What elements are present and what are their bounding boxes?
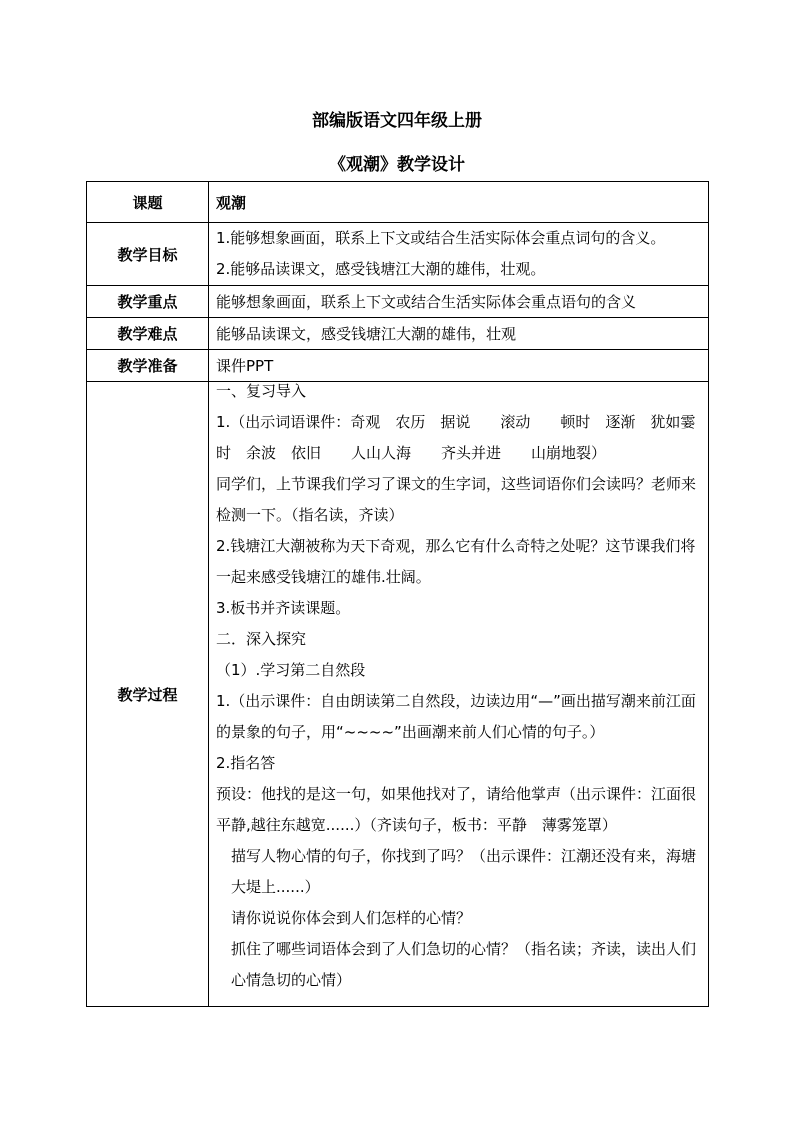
process-line-6: 二．深入探究 [216,630,307,648]
process-line-3: 同学们，上节课我们学习了课文的生字词，这些词语你们会读吗？老师来检测一下。（指名读，齐读） [216,475,697,524]
process-line-8: 1.（出示课件：自由朗读第二自然段，边读边用“—”画出描写潮来前江面的景象的句子，用“~~~~”出画潮来前人们心情的句子。） [216,692,696,741]
row-value-goals [209,223,709,286]
row-label-difficulties: 教学难点 [87,318,209,350]
process-line-1: 一、复习导入 [216,382,307,400]
goal-line-1: 1.能够想象画面，联系上下文或结合生活实际体会重点词句的含义。 [216,229,666,247]
row-value-process [209,382,709,1007]
row-value-key-points: 能够想象画面，联系上下文或结合生活实际体会重点语句的含义 [209,286,709,318]
row-value-topic: 观潮 [209,182,709,223]
process-line-12: 请你说说你体会到人们怎样的心情？ [231,909,472,927]
process-line-4: 2.钱塘江大潮被称为天下奇观，那么它有什么奇特之处呢？这节课我们将一起来感受钱塘江的雄伟.壮阔。 [216,537,696,586]
process-line-9: 2.指名答 [216,754,276,772]
row-label-key-points: 教学重点 [87,286,209,318]
process-line-2: 1.（出示词语课件：奇观 农历 据说 滚动 顿时 逐渐 犹如霎时 余波 依旧 人山人海 齐头并进 山崩地裂） [216,413,696,462]
process-line-7: （1）.学习第二自然段 [216,661,366,679]
process-line-13: 抓住了哪些词语体会到了人们急切的心情？（指名读；齐读，读出人们心情急切的心情） [231,940,697,989]
process-line-10: 预设：他找的是这一句，如果他找对了，请给他掌声（出示课件：江面很平静,越往东越宽......）（齐读句子，板书：平静 薄雾笼罩） [216,785,697,834]
table-row-topic [87,182,709,223]
process-line-5: 3.板书并齐读课题。 [216,599,351,617]
table-row-process [87,382,709,1007]
row-label-goals: 教学目标 [87,223,209,286]
row-label-preparation: 教学准备 [87,350,209,382]
row-value-difficulties: 能够品读课文，感受钱塘江大潮的雄伟，壮观 [209,318,709,350]
row-value-preparation: 课件PPT [209,350,709,382]
table-row-difficulties [87,318,709,350]
document-subtitle: 《观潮》教学设计 [329,155,465,175]
document-title: 部编版语文四年级上册 [312,111,482,131]
table-row-goals [87,223,709,286]
row-label-process: 教学过程 [87,382,209,1007]
row-label-topic: 课题 [87,182,209,223]
process-line-11: 描写人物心情的句子，你找到了吗？（出示课件：江潮还没有来，海塘大堤上......） [231,847,697,896]
table-row-key-points [87,286,709,318]
goal-line-2: 2.能够品读课文，感受钱塘江大潮的雄伟，壮观。 [216,260,546,278]
lesson-plan-table [86,181,709,1007]
